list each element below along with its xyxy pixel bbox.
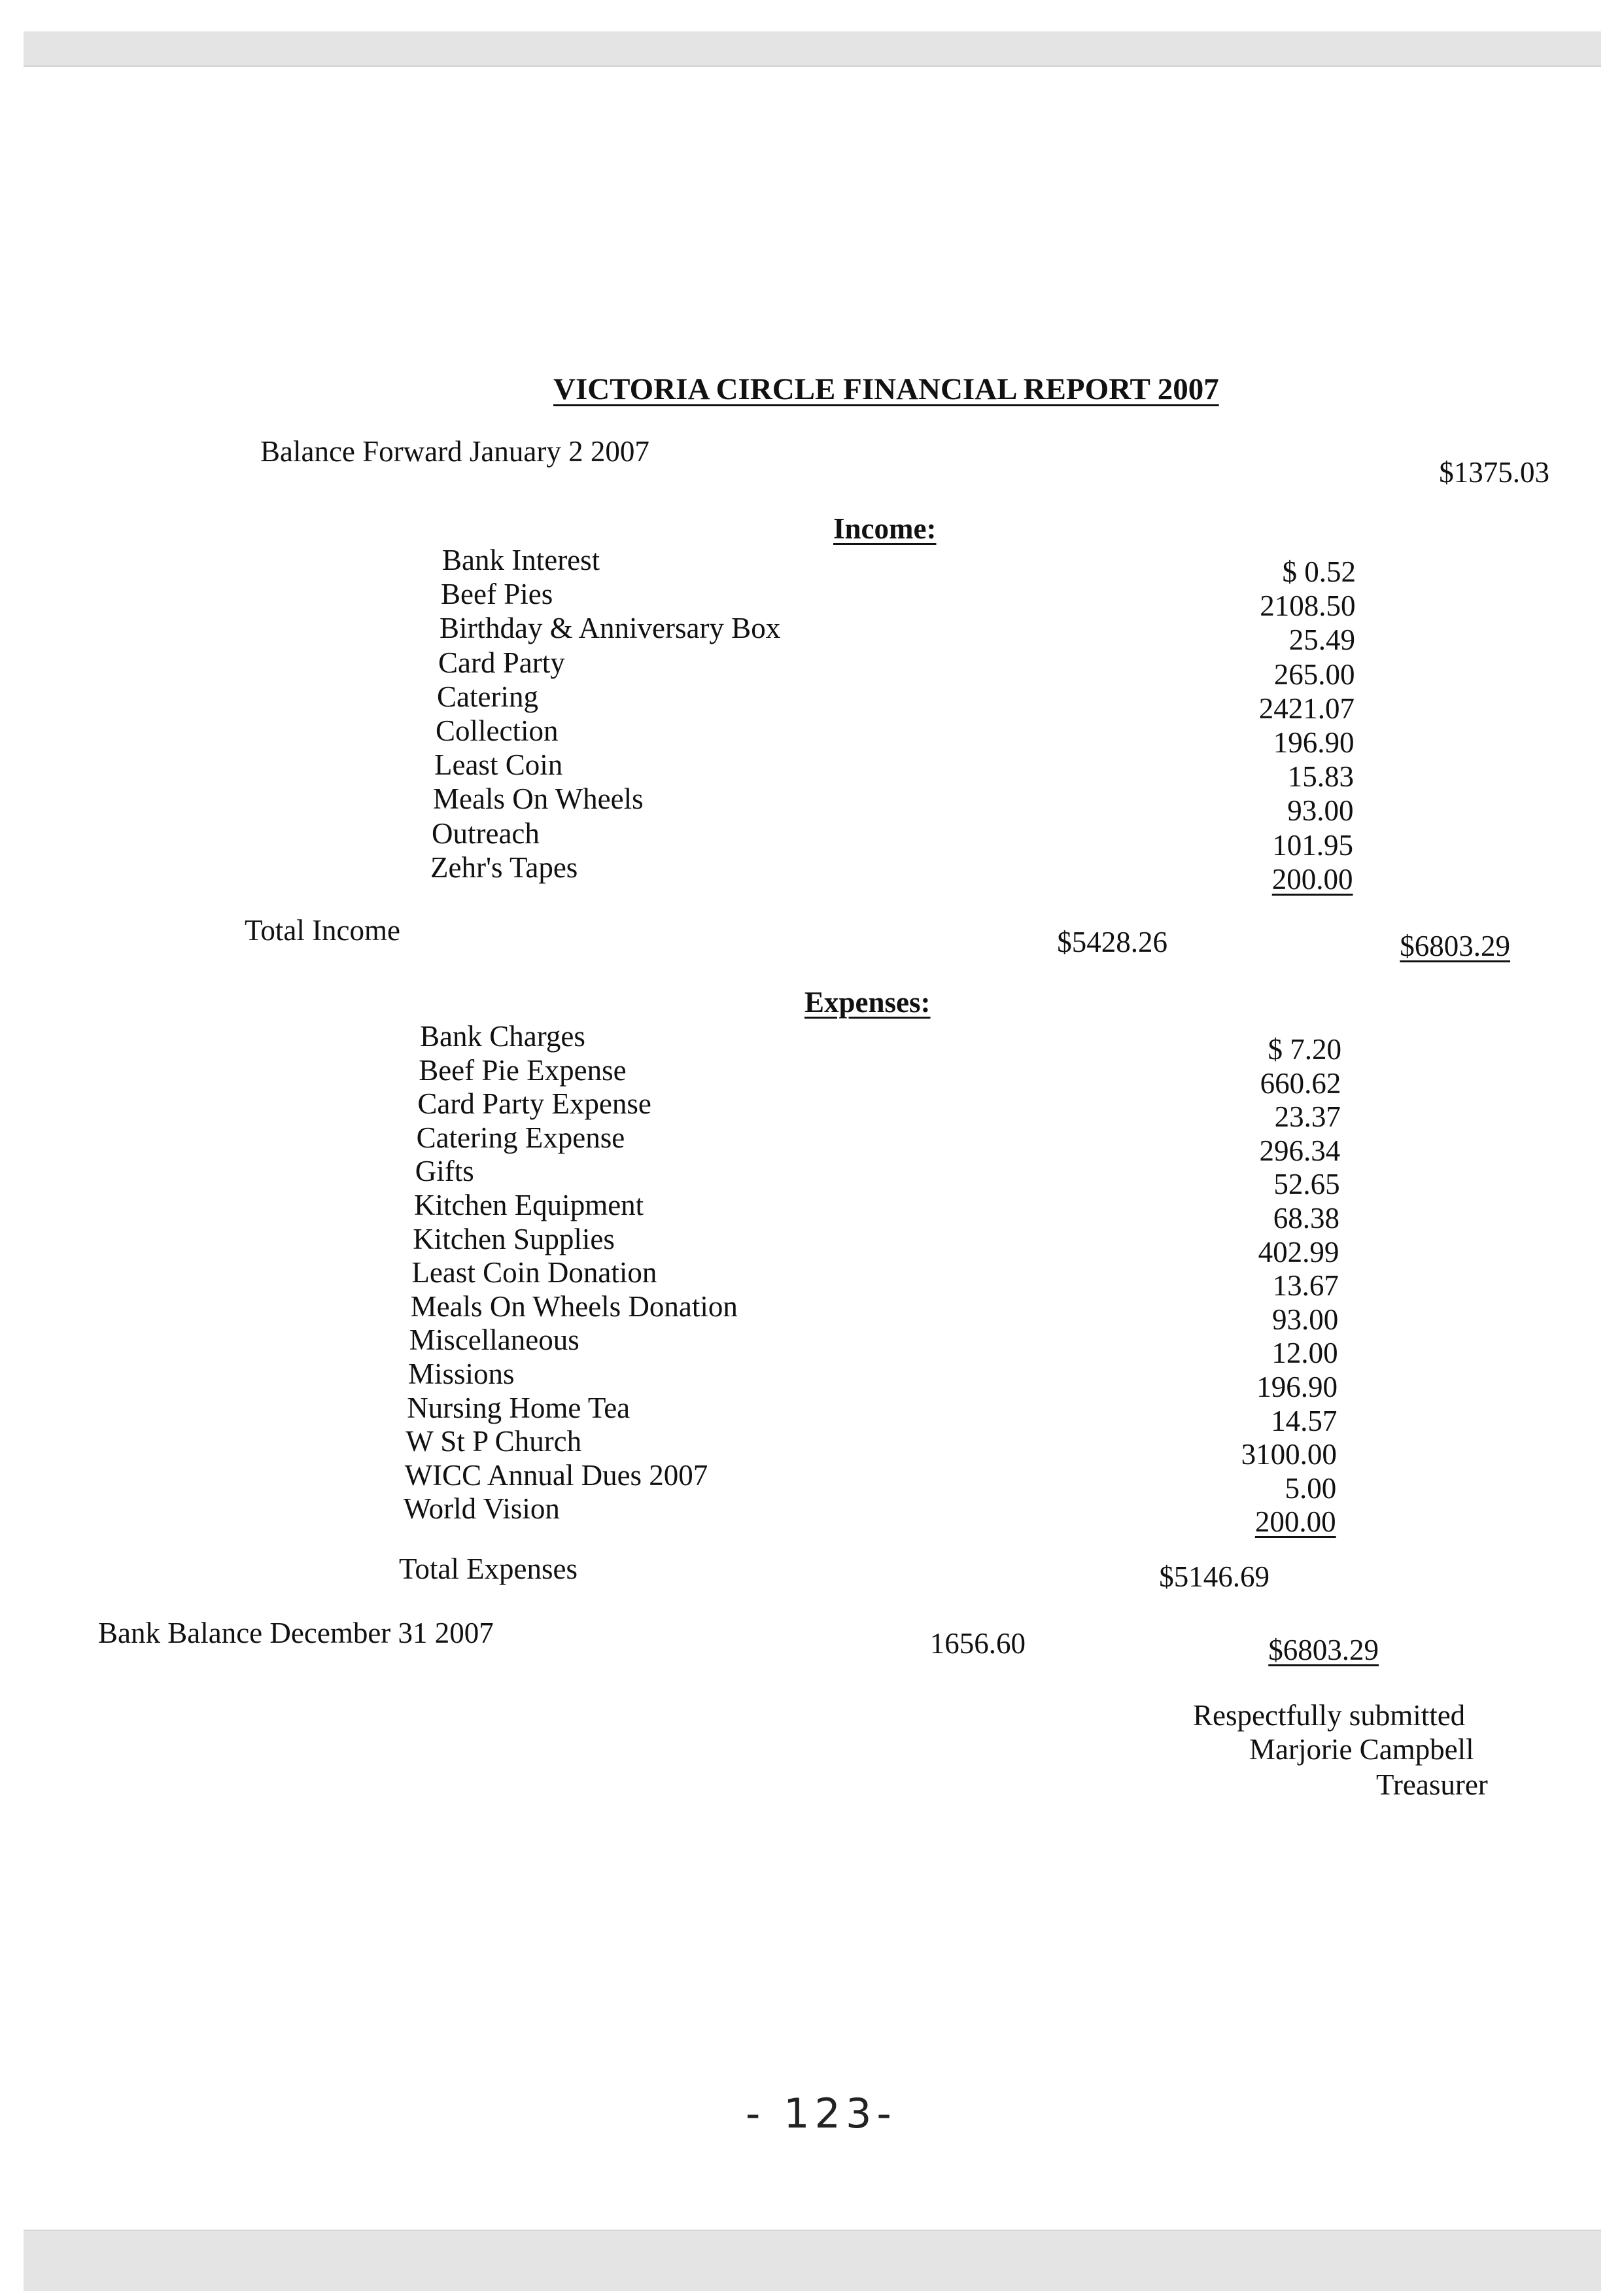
expense-item-label: Least Coin Donation <box>411 1256 657 1289</box>
total-income-amount: $5428.26 <box>1057 926 1167 958</box>
page-number: - 123- <box>746 2090 897 2137</box>
expense-item-label: Meals On Wheels Donation <box>410 1289 738 1323</box>
expense-item-label: Missions <box>408 1358 515 1390</box>
report-title: VICTORIA CIRCLE FINANCIAL REPORT 2007 <box>553 372 1219 406</box>
expense-item-label: World Vision <box>403 1492 560 1526</box>
expense-item-label: Card Party Expense <box>417 1087 651 1121</box>
expense-item-amount: 68.38 <box>1273 1202 1339 1235</box>
scan-border-bottom <box>24 2230 1601 2291</box>
total-expenses-label: Total Expenses <box>399 1552 578 1585</box>
bank-balance-amount: 1656.60 <box>929 1627 1026 1660</box>
expense-item-amount: 200.00 <box>1254 1505 1336 1539</box>
income-item-amount: 196.90 <box>1273 726 1355 759</box>
expense-item-label: Kitchen Supplies <box>413 1222 615 1255</box>
income-item-amount: 265.00 <box>1273 657 1355 691</box>
expense-item-label: Miscellaneous <box>409 1323 579 1357</box>
balance-forward-label: Balance Forward January 2 2007 <box>260 435 649 468</box>
expense-item-label: WICC Annual Dues 2007 <box>404 1458 708 1492</box>
income-item-amount: $ 0.52 <box>1282 555 1356 588</box>
expense-item-label: Bank Charges <box>420 1020 585 1053</box>
expense-item-label: Gifts <box>415 1155 474 1188</box>
signature-title: Treasurer <box>1376 1768 1488 1801</box>
expense-item-amount: 3100.00 <box>1241 1438 1337 1471</box>
expense-item-amount: 52.65 <box>1273 1168 1340 1201</box>
signature-line-submitted: Respectfully submitted <box>1193 1699 1466 1732</box>
expense-item-label: Beef Pie Expense <box>419 1053 627 1087</box>
income-heading: Income: <box>833 512 937 545</box>
income-item-amount: 2108.50 <box>1260 589 1356 623</box>
bank-balance-label: Bank Balance December 31 2007 <box>98 1617 494 1649</box>
expenses-heading: Expenses: <box>804 986 931 1019</box>
income-item-label: Beef Pies <box>441 578 553 611</box>
expense-item-amount: 13.67 <box>1272 1269 1339 1303</box>
income-item-label: Card Party <box>438 646 565 679</box>
balance-forward-amount: $1375.03 <box>1439 456 1549 489</box>
bank-balance-check-total: $6803.29 <box>1268 1634 1379 1666</box>
income-item-label: Bank Interest <box>442 544 600 576</box>
income-item-amount: 15.83 <box>1287 760 1354 794</box>
income-item-amount: 200.00 <box>1271 862 1353 896</box>
income-item-label: Catering <box>437 680 538 713</box>
signature-name: Marjorie Campbell <box>1249 1733 1474 1766</box>
expense-item-label: Catering Expense <box>416 1121 625 1154</box>
expense-item-amount: $ 7.20 <box>1268 1033 1341 1066</box>
total-income-label: Total Income <box>245 914 401 947</box>
income-item-label: Collection <box>436 714 559 747</box>
income-item-label: Least Coin <box>434 748 563 782</box>
expense-item-amount: 660.62 <box>1260 1066 1341 1100</box>
expense-item-label: Kitchen Equipment <box>414 1189 644 1221</box>
income-item-label: Zehr's Tapes <box>430 850 578 884</box>
expense-item-amount: 93.00 <box>1271 1303 1339 1336</box>
total-expenses-amount: $5146.69 <box>1159 1560 1270 1593</box>
income-item-label: Outreach <box>432 816 540 850</box>
expense-item-amount: 14.57 <box>1271 1404 1338 1437</box>
income-running-total: $6803.29 <box>1400 930 1510 962</box>
expense-item-amount: 296.34 <box>1259 1134 1341 1167</box>
income-item-amount: 2421.07 <box>1258 692 1355 725</box>
income-item-label: Meals On Wheels <box>433 782 644 816</box>
scan-border-top <box>24 31 1601 67</box>
expense-item-amount: 12.00 <box>1271 1337 1338 1370</box>
income-item-amount: 101.95 <box>1272 828 1353 862</box>
expense-item-amount: 23.37 <box>1274 1100 1341 1134</box>
income-item-label: Birthday & Anniversary Box <box>440 612 781 645</box>
expense-item-amount: 402.99 <box>1258 1235 1339 1269</box>
expense-item-amount: 196.90 <box>1256 1371 1338 1403</box>
expense-item-label: Nursing Home Tea <box>407 1391 631 1424</box>
expense-item-label: W St P Church <box>406 1425 582 1458</box>
expense-item-amount: 5.00 <box>1285 1471 1337 1505</box>
income-item-amount: 25.49 <box>1288 623 1355 657</box>
income-item-amount: 93.00 <box>1287 794 1354 828</box>
